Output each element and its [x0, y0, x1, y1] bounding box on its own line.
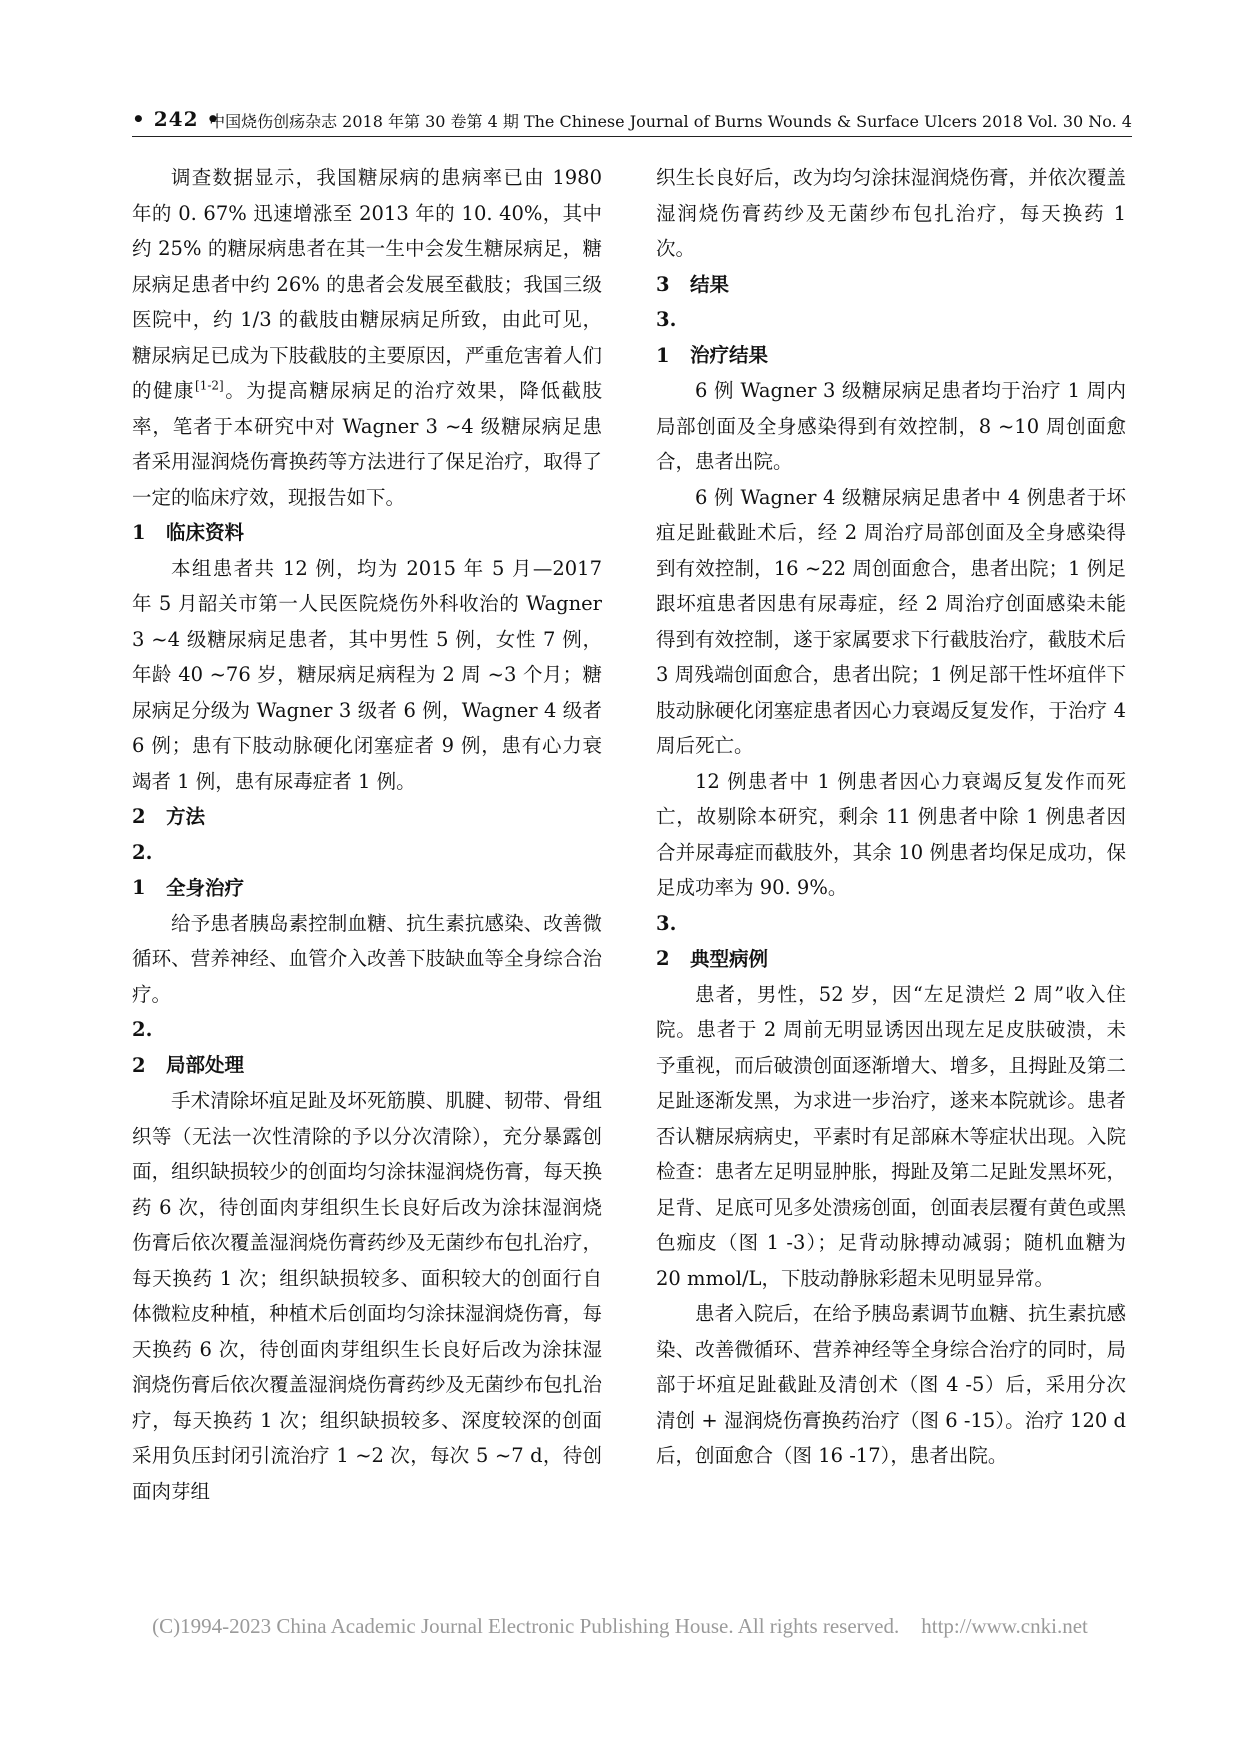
clinical-paragraph: 本组患者共 12 例，均为 2015 年 5 月—2017 年 5 月韶关市第一人民医院烧伤外科收治的 Wagner 3 ~4 级糖尿病足患者，其中男性 5 例，女性 7 例，年龄 40 ~76 岁，糖尿病足病程为 2 周 ~3 个月；糖尿病足分级为 Wagner 3 级者 6 例，Wagner 4 级者 6 例；患有下肢动脉硬化闭塞症者 9 例，患有心力衰竭者 1 例，患有尿毒症者 1 例。: [132, 556, 602, 793]
right-column: [656, 160, 1126, 1474]
case-paragraph-1: 患者，男性，52 岁，因“左足溃烂 2 周”收入住院。患者于 2 周前无明显诱因出现左足皮肤破溃，未予重视，而后破溃创面逐渐增大、增多，且拇趾及第二足趾逐渐发黑，为求进一步治疗，遂来本院就诊。患者否认糖尿病病史，平素时有足部麻木等症状出现。入院检查：患者左足明显肿胀，拇趾及第二足趾发黑坏死，足背、足底可见多处溃疡创面，创面表层覆有黄色或黑色痂皮（图 1 -3）；足背动脉搏动减弱；随机血糖为 20 mmol/L，下肢动静脉彩超未见明显异常。: [656, 982, 1126, 1290]
section-title: 结果: [690, 272, 730, 296]
subsection-title: 典型病例: [690, 947, 769, 970]
subsection-heading-systemic: [132, 835, 602, 906]
page-number: • 242 •: [132, 107, 221, 131]
case-paragraph-2: 患者入院后，在给予胰岛素调节血糖、抗生素抗感染、改善微循环、营养神经等全身综合治疗的同时，局部于坏疽足趾截趾及清创术（图 4 -5）后，采用分次清创 + 湿润烧伤膏换药治疗（图 6 -15）。治疗 120 d 后，创面愈合（图 16 -17），患者出院。: [656, 1302, 1126, 1467]
result-paragraph-3: 12 例患者中 1 例患者因心力衰竭反复发作而死亡，故剔除本研究，剩余 11 例患者中除 1 例患者因合并尿毒症而截肢外，其余 10 例患者均保足成功，保足成功率为 90. 9%。: [656, 769, 1126, 899]
citation-ref[interactable]: [1-2]: [195, 378, 224, 393]
header-rule: [132, 136, 1132, 137]
journal-running-head: 中国烧伤创疡杂志 2018 年第 30 卷第 4 期 The Chinese Journal of Burns Wounds & Surface Ulcers 2018 Vol. 30 No. 4: [209, 112, 1132, 131]
systemic-paragraph: 给予患者胰岛素控制血糖、抗生素抗感染、改善微循环、营养神经、血管介入改善下肢缺血等全身综合治疗。: [132, 911, 602, 1006]
copyright-footer: [0, 1614, 1240, 1639]
result-paragraph-2: 6 例 Wagner 4 级糖尿病足患者中 4 例患者于坏疽足趾截趾术后，经 2 周治疗局部创面及全身感染得到有效控制，16 ~22 周创面愈合，患者出院；1 例足跟坏疽患者因患有尿毒症，经 2 周治疗创面感染未能得到有效控制，遂于家属要求下行截肢治疗，截肢术后 3 周残端创面愈合，患者出院；1 例足部干性坏疽伴下肢动脉硬化闭塞症患者因心力衰竭反复发作，于治疗 4 周后死亡。: [656, 485, 1126, 757]
subsection-title: 治疗结果: [690, 343, 769, 367]
running-header: [132, 107, 1132, 137]
section-number: 2: [132, 805, 146, 828]
section-number: 1: [132, 521, 146, 544]
section-heading-clinical: [132, 515, 602, 551]
subsection-heading-treatment-results: [656, 302, 1126, 373]
section-heading-results: [656, 267, 1126, 303]
subsection-number: 2. 2: [132, 1018, 153, 1077]
result-paragraph-1: 6 例 Wagner 3 级糖尿病足患者均于治疗 1 周内局部创面及全身感染得到有效控制，8 ~10 周创面愈合，患者出院。: [656, 379, 1126, 473]
intro-text-b: 。为提高糖尿病足的治疗效果，降低截肢率，笔者于本研究中对 Wagner 3 ~4 级糖尿病足患者采用湿润烧伤膏换药等方法进行了保足治疗，取得了一定的临床疗效，现报告如下。: [132, 379, 602, 509]
intro-text-a: 调查数据显示，我国糖尿病的患病率已由 1980 年的 0. 67% 迅速增涨至 2013 年的 10. 40%，其中约 25% 的糖尿病患者在其一生中会发生糖尿病足，糖尿病足患者中约 26% 的患者会发展至截肢；我国三级医院中，约 1/3 的截肢由糖尿病足所致，由此可见，糖尿病足已成为下肢截肢的主要原因，严重危害着人们的健康: [132, 166, 602, 402]
section-number: 3: [656, 272, 670, 296]
subsection-number: 2. 1: [132, 840, 153, 899]
subsection-heading-local: [132, 1012, 602, 1083]
subsection-title: 全身治疗: [166, 876, 245, 899]
subsection-heading-typical-case: [656, 906, 1126, 977]
subsection-number: 3. 1: [656, 308, 677, 367]
local-paragraph: 手术清除坏疽足趾及坏死筋膜、肌腱、韧带、骨组织等（无法一次性清除的予以分次清除），充分暴露创面，组织缺损较少的创面均匀涂抹湿润烧伤膏，每天换药 6 次，待创面肉芽组织生长良好后改为涂抹湿润烧伤膏后依次覆盖湿润烧伤膏药纱及无菌纱布包扎治疗，每天换药 1 次；组织缺损较多、面积较大的创面行自体微粒皮种植，种植术后创面均匀涂抹湿润烧伤膏，每天换药 6 次，待创面肉芽组织生长良好后改为涂抹湿润烧伤膏后依次覆盖湿润烧伤膏药纱及无菌纱布包扎治疗，每天换药 1 次；组织缺损较多、深度较深的创面采用负压封闭引流治疗 1 ~2 次，每次 5 ~7 d，待创面肉芽组: [132, 1089, 602, 1503]
section-title: 方法: [166, 805, 206, 828]
section-title: 临床资料: [166, 521, 245, 544]
left-column: [132, 160, 602, 1509]
intro-paragraph: [132, 160, 602, 515]
subsection-number: 3. 2: [656, 911, 677, 970]
footer-url-link[interactable]: http://www.cnki.net: [921, 1614, 1088, 1638]
local-paragraph-continued: 织生长良好后，改为均匀涂抹湿润烧伤膏，并依次覆盖湿润烧伤膏药纱及无菌纱布包扎治疗，每天换药 1 次。: [656, 166, 1126, 260]
subsection-title: 局部处理: [166, 1053, 245, 1077]
copyright-text: (C)1994-2023 China Academic Journal Electronic Publishing House. All rights reserved.: [152, 1614, 900, 1638]
section-heading-methods: [132, 799, 602, 835]
